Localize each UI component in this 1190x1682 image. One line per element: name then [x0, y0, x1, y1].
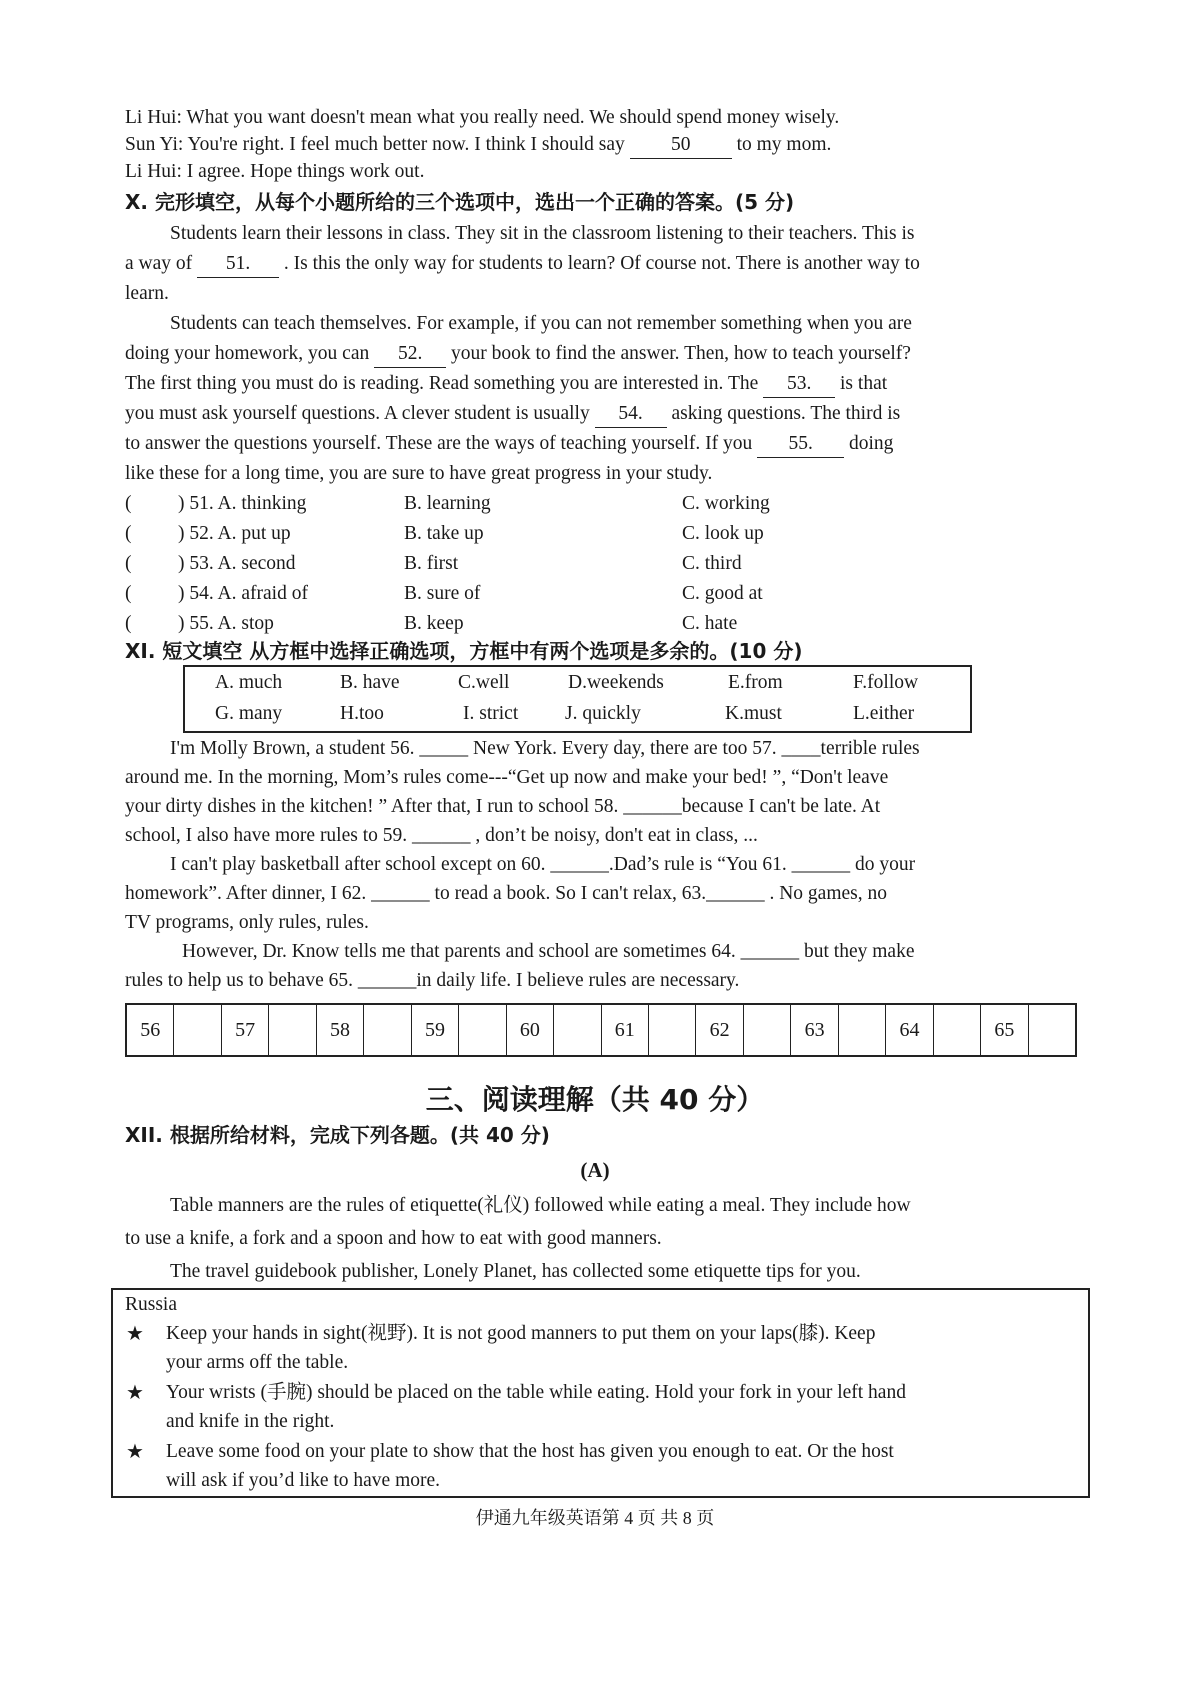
star-icon: ★	[126, 1382, 144, 1404]
answer-cell[interactable]	[649, 1005, 696, 1055]
question-55-option-c: C. hate	[682, 613, 738, 634]
cloze-text: doing	[849, 433, 894, 454]
cloze-text: to answer the questions yourself. These are the ways of teaching yourself. If you	[125, 433, 753, 454]
word-bank-box	[183, 665, 972, 733]
section-xii-heading: XII. 根据所给材料，完成下列各题。(共 40 分)	[125, 1123, 550, 1147]
section-xi-heading: XI. 短文填空 从方框中选择正确选项，方框中有两个选项是多余的。(10 分)	[125, 639, 803, 663]
question-51-option-b: B. learning	[404, 493, 491, 514]
answer-cell[interactable]	[174, 1005, 221, 1055]
blank-50: 50	[630, 132, 732, 159]
cloze-text: your book to find the answer. Then, how to teach yourself?	[451, 343, 911, 364]
dialogue-line-2	[125, 132, 831, 159]
word-option: L.either	[853, 703, 915, 724]
dialogue-line-1: Li Hui: What you want doesn't mean what you really need. We should spend money wisely.	[125, 107, 840, 128]
question-52-paren: (	[125, 523, 132, 544]
answer-label-64: 64	[886, 1005, 933, 1055]
question-55-paren: (	[125, 613, 132, 634]
question-54-paren: (	[125, 583, 132, 604]
word-option: G. many	[215, 703, 283, 724]
question-52-option-b: B. take up	[404, 523, 484, 544]
page-footer: 伊通九年级英语第 4 页 共 8 页	[475, 1508, 715, 1528]
cloze-line	[125, 431, 893, 458]
section-x-heading: X. 完形填空，从每个小题所给的三个选项中，选出一个正确的答案。(5 分)	[125, 190, 795, 214]
question-53-option-b: B. first	[404, 553, 459, 574]
answer-cell[interactable]	[744, 1005, 791, 1055]
word-option: B. have	[340, 672, 400, 693]
answer-cell[interactable]	[269, 1005, 316, 1055]
cloze-line	[125, 401, 900, 428]
tip-line: Keep your hands in sight(视野). It is not good manners to put them on your laps(膝). Keep	[166, 1323, 876, 1344]
word-option: F.follow	[853, 672, 919, 693]
cloze-line	[125, 251, 920, 278]
dialogue-line-2-text: Sun Yi: You're right. I feel much better now. I think I should say	[125, 134, 625, 155]
question-53-paren: (	[125, 553, 132, 574]
answer-label-61: 61	[602, 1005, 649, 1055]
answer-cell[interactable]	[1029, 1005, 1075, 1055]
word-option: C.well	[458, 672, 510, 693]
dialogue-line-3: Li Hui: I agree. Hope things work out.	[125, 161, 425, 182]
intro-line: to use a knife, a fork and a spoon and how to eat with good manners.	[125, 1228, 662, 1249]
answer-label-56: 56	[127, 1005, 174, 1055]
passage-line: However, Dr. Know tells me that parents and school are sometimes 64. ______ but they make	[182, 941, 915, 962]
cloze-text: a way of	[125, 253, 193, 274]
passage-line: I can't play basketball after school except on 60. ______.Dad’s rule is “You 61. ______ do your	[170, 854, 916, 875]
cloze-text: doing your homework, you can	[125, 343, 370, 364]
word-option: H.too	[340, 703, 384, 724]
passage-label: (A)	[580, 1158, 610, 1182]
answer-label-57: 57	[222, 1005, 269, 1055]
intro-line: The travel guidebook publisher, Lonely Planet, has collected some etiquette tips for you.	[170, 1261, 861, 1282]
star-icon: ★	[126, 1323, 144, 1345]
word-option: E.from	[728, 672, 783, 693]
tip-line: Your wrists (手腕) should be placed on the table while eating. Hold your fork in your left hand	[166, 1382, 906, 1403]
answer-label-59: 59	[412, 1005, 459, 1055]
word-option: J. quickly	[565, 703, 641, 724]
blank-51: 51.	[197, 251, 279, 278]
question-53-option-c: C. third	[682, 553, 742, 574]
cloze-line: Students learn their lessons in class. They sit in the classroom listening to their teachers. This is	[170, 223, 915, 244]
question-52-option-a: ) 52. A. put up	[178, 523, 291, 544]
dialogue-line-2-end: to my mom.	[736, 134, 832, 155]
part-3-title: 三、阅读理解（共 40 分）	[425, 1083, 765, 1116]
answer-cell[interactable]	[934, 1005, 981, 1055]
passage-line: I'm Molly Brown, a student 56. _____ New York. Every day, there are too 57. ____terrible rules	[170, 738, 920, 759]
cloze-line: learn.	[125, 283, 169, 304]
passage-line: rules to help us to behave 65. ______in daily life. I believe rules are necessary.	[125, 970, 740, 991]
cloze-text: The first thing you must do is reading. Read something you are interested in. The	[125, 373, 759, 394]
passage-line: school, I also have more rules to 59. ______ , don’t be noisy, don't eat in class, ...	[125, 825, 758, 846]
answer-cell[interactable]	[459, 1005, 506, 1055]
passage-line: your dirty dishes in the kitchen! ” After that, I run to school 58. ______because I can't be late. At	[125, 796, 881, 817]
question-51-option-a: ) 51. A. thinking	[178, 493, 307, 514]
tip-line: will ask if you’d like to have more.	[166, 1470, 441, 1491]
passage-line: homework”. After dinner, I 62. ______ to read a book. So I can't relax, 63.______ . No games, no	[125, 883, 887, 904]
question-54-option-c: C. good at	[682, 583, 763, 604]
cloze-text: . Is this the only way for students to learn? Of course not. There is another way to	[283, 253, 920, 274]
answer-label-60: 60	[507, 1005, 554, 1055]
answer-label-58: 58	[317, 1005, 364, 1055]
cloze-text: is that	[840, 373, 888, 394]
question-55-option-a: ) 55. A. stop	[178, 613, 274, 634]
cloze-text: asking questions. The third is	[671, 403, 901, 424]
question-51-paren: (	[125, 493, 132, 514]
tip-line: Leave some food on your plate to show that the host has given you enough to eat. Or the host	[166, 1441, 894, 1462]
cloze-line: like these for a long time, you are sure to have great progress in your study.	[125, 463, 713, 484]
cloze-line	[125, 341, 911, 368]
question-53-option-a: ) 53. A. second	[178, 553, 296, 574]
word-option: A. much	[215, 672, 283, 693]
tip-line: your arms off the table.	[166, 1352, 349, 1373]
answer-cell[interactable]	[839, 1005, 886, 1055]
tip-line: and knife in the right.	[166, 1411, 335, 1432]
cloze-line	[125, 371, 887, 398]
answer-label-65: 65	[981, 1005, 1028, 1055]
question-52-option-c: C. look up	[682, 523, 764, 544]
blank-53: 53.	[763, 371, 835, 398]
answer-label-62: 62	[696, 1005, 743, 1055]
cloze-line: Students can teach themselves. For example, if you can not remember something when you are	[170, 313, 912, 334]
question-55-option-b: B. keep	[404, 613, 464, 634]
cloze-text: you must ask yourself questions. A clever student is usually	[125, 403, 590, 424]
box-title: Russia	[125, 1294, 178, 1315]
intro-line: Table manners are the rules of etiquette(礼仪) followed while eating a meal. They include how	[170, 1195, 911, 1216]
etiquette-tips-box	[111, 1288, 1090, 1498]
star-icon: ★	[126, 1441, 144, 1463]
passage-line: TV programs, only rules, rules.	[125, 912, 369, 933]
question-51-option-c: C. working	[682, 493, 770, 514]
blank-54: 54.	[595, 401, 667, 428]
blank-52: 52.	[374, 341, 446, 368]
question-54-option-a: ) 54. A. afraid of	[178, 583, 308, 604]
answer-cell[interactable]	[554, 1005, 601, 1055]
answer-cell[interactable]	[364, 1005, 411, 1055]
word-option: I. strict	[463, 703, 519, 724]
passage-line: around me. In the morning, Mom’s rules come---“Get up now and make your bed! ”, “Don't leave	[125, 767, 889, 788]
word-option: K.must	[725, 703, 782, 724]
word-option: D.weekends	[568, 672, 664, 693]
blank-55: 55.	[757, 431, 844, 458]
question-54-option-b: B. sure of	[404, 583, 481, 604]
answer-label-63: 63	[791, 1005, 838, 1055]
answer-grid	[125, 1003, 1077, 1057]
